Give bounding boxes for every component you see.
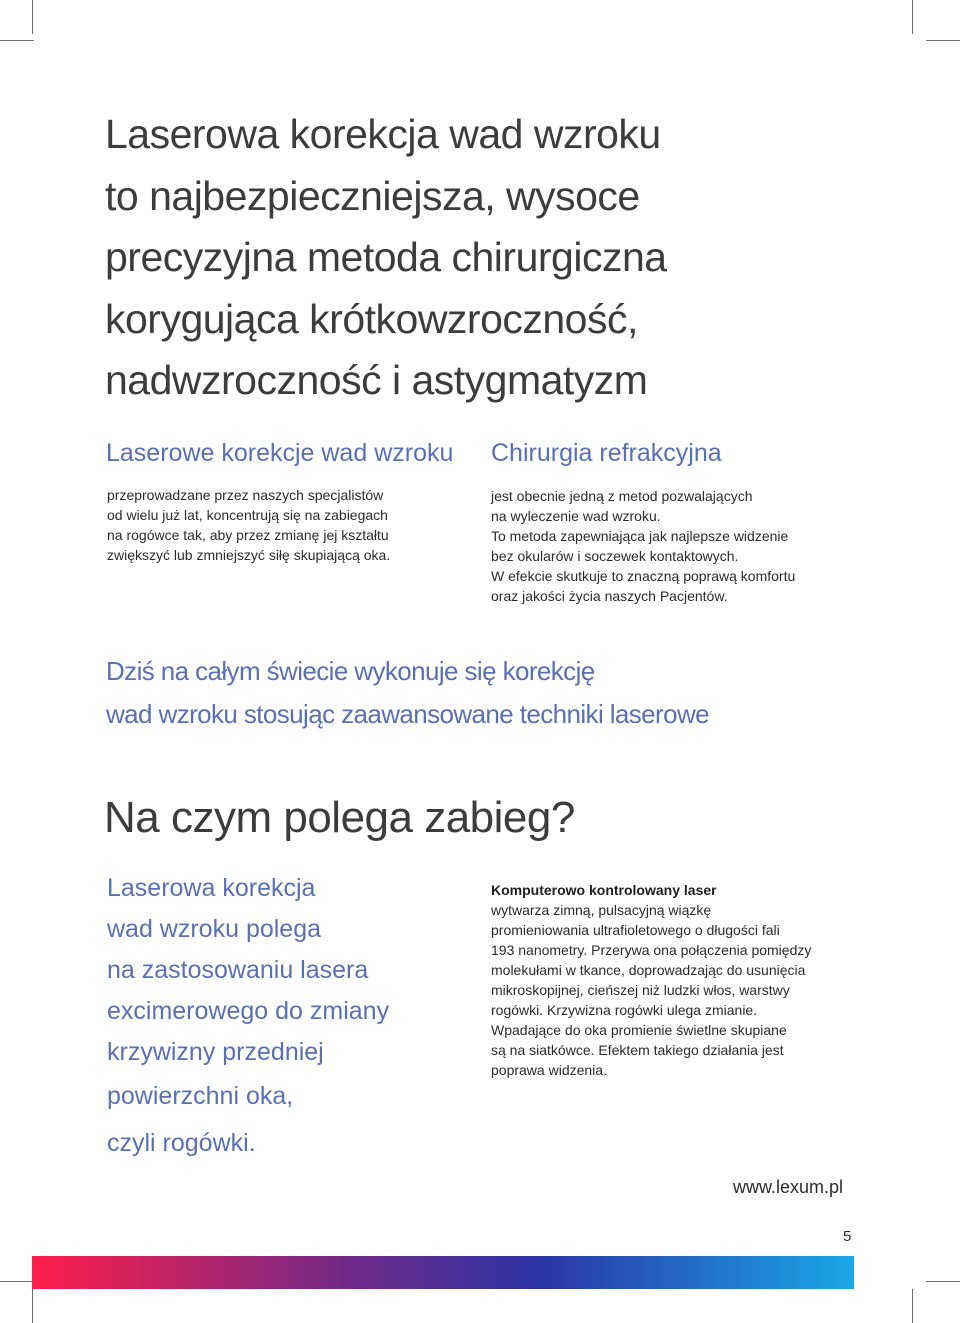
lead-line: excimerowego do zmiany [107,997,390,1025]
website-link[interactable]: www.lexum.pl [733,1177,844,1197]
headline-line: precyzyjna metoda chirurgiczna [105,234,667,280]
lead-line: krzywizny przedniej [107,1038,324,1066]
right-section-body [491,486,795,606]
body-line: jest obecnie jedną z metod pozwalających [491,488,753,504]
body-line: 193 nanometry. Przerywa ona połączenia pomiędzy [491,942,812,958]
body-line: promieniowania ultrafioletowego o długości fali [491,922,780,938]
body-line: zwiększyć lub zmniejszyć siłę skupiającą oka. [107,547,391,563]
crop-mark [912,0,913,34]
left-section-title: Laserowe korekcje wad wzroku [106,439,454,467]
body-line: molekułami w tkance, doprowadzając do usunięcia [491,962,806,978]
body-line: To metoda zapewniająca jak najlepsze widzenie [491,528,789,544]
body-line: na rogówce tak, aby przez zmianę jej kształtu [107,527,389,543]
procedure-title: Na czym polega zabieg? [104,793,575,842]
crop-mark [926,1281,960,1282]
body-line: na wyleczenie wad wzroku. [491,508,661,524]
headline-line: korygująca krótkowzroczność, [105,295,638,342]
body-line: od wielu już lat, koncentrują się na zabiegach [107,507,388,523]
crop-mark [912,1289,913,1323]
headline-line: nadwzroczność i astygmatyzm [105,357,648,403]
crop-mark [926,40,960,41]
lead-line: Laserowa korekcja [107,874,316,902]
crop-mark [32,0,33,34]
highlight-line: Dziś na całym świecie wykonuje się korekcję [106,656,595,686]
lead-line: powierzchni oka, [107,1082,294,1110]
body-line: oraz jakości życia naszych Pacjentów. [491,588,728,604]
left-section-body [107,485,390,565]
procedure-detail [491,880,871,1080]
body-line: rogówki. Krzywizna rogówki ulega zmianie. [491,1002,758,1018]
detail-body [491,900,871,1080]
body-line: mikroskopijnej, cieńszej niż ludzki włos, warstwy [491,982,790,998]
lead-line: czyli rogówki. [107,1129,256,1157]
headline-line: to najbezpieczniejsza, wysoce [105,172,640,219]
detail-title: Komputerowo kontrolowany laser [491,882,717,898]
highlight-line: wad wzroku stosując zaawansowane techniki laserowe [106,699,709,729]
lead-line: wad wzroku polega [107,915,322,943]
body-line: są na siatkówce. Efektem takiego działania jest [491,1042,784,1058]
crop-mark [0,40,34,41]
body-line: bez okularów i soczewek kontaktowych. [491,548,739,564]
body-line: Wpadające do oka promienie świetlne skupiane [491,1022,787,1038]
gradient-bar [32,1256,854,1289]
procedure-lead [107,868,389,1167]
lead-line: na zastosowaniu lasera [107,956,369,984]
body-line: wytwarza zimną, pulsacyjną wiązkę [491,902,712,918]
crop-mark [0,1281,34,1282]
body-line: poprawa widzenia. [491,1062,607,1078]
page-number: 5 [843,1228,852,1245]
page-headline [105,104,865,412]
right-section-title: Chirurgia refrakcyjna [491,439,722,467]
body-line: W efekcie skutkuje to znaczną poprawą komfortu [491,568,796,584]
body-line: przeprowadzane przez naszych specjalistów [107,487,384,503]
headline-line: Laserowa korekcja wad wzroku [105,111,661,157]
crop-mark [32,1289,33,1323]
highlight-statement [106,650,709,736]
